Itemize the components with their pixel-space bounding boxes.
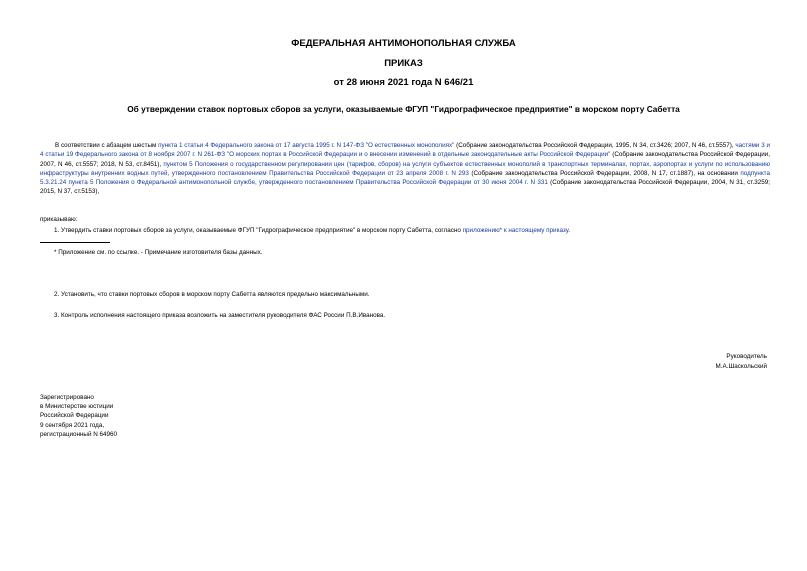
regulation-293-link[interactable]: пунктом 5 Положения о государственном регулировании цен (тарифов, сборов) на услуги субъектов естественных монополий в транспортных терминалах, портах, аэропортах и услуги по использованию инфраструктуры внутренних водных путей, утвержденного постановлением Правительства Российской Федерации от 23 апреля 2008 г. N 293 <box>40 160 770 177</box>
preamble-text: (Собрание законодательства Российской Федерации, 1995, N 34, ст.3426; 2007, N 46, ст.5557), <box>454 142 736 149</box>
item-1-end: . <box>568 227 570 234</box>
order-item-3: 3. Контроль исполнения настоящего приказа возложить на заместителя руководителя ФАС России П.В.Иванова. <box>54 312 386 319</box>
registration-line: регистрационный N 64960 <box>40 430 118 438</box>
registration-line: Зарегистрировано <box>40 394 94 401</box>
preamble-text: (Собрание законодательства Российской Федерации, 2008, N 17, ст.1887), на основании <box>468 169 741 177</box>
order-word: приказываю: <box>40 216 78 223</box>
doc-type-heading: ПРИКАЗ <box>384 58 423 69</box>
signatory-name: М.А.Шаскольский <box>715 363 767 370</box>
agency-heading: ФЕДЕРАЛЬНАЯ АНТИМОНОПОЛЬНАЯ СЛУЖБА <box>291 38 516 49</box>
footnote-divider <box>40 242 110 243</box>
registration-block <box>40 393 117 439</box>
item-1-text: 1. Утвердить ставки портовых сборов за услуги, оказываемые ФГУП "Гидрографическое предприятие" в морском порту Сабетта, согласно <box>54 227 463 234</box>
preamble-text: (Собрание законодательства Российской Федерации, 2004, N 31, ст.3259; 2015, N 37, ст.5153), <box>40 179 770 196</box>
registration-line: в Министерстве юстиции <box>40 403 114 411</box>
registration-line: 9 сентября 2021 года, <box>40 421 105 429</box>
order-item-2: 2. Установить, что ставки портовых сборов в морском порту Сабетта являются предельно максимальными. <box>54 291 370 298</box>
document-title: Об утверждении ставок портовых сборов за услуги, оказываемые ФГУП "Гидрографическое предприятие" в морском порту Сабетта <box>127 104 680 114</box>
order-item-1 <box>54 226 774 235</box>
regulation-331-link[interactable]: подпункта 5.3.21.24 пункта 5 Положения о Федеральной антимонопольной службе, утвержденного постановлением Правительства Российской Федерации от 30 июня 2004 г. N 331 <box>40 169 770 187</box>
registration-line: Российской Федерации <box>40 412 109 420</box>
date-number-heading: от 28 июня 2021 года N 646/21 <box>333 77 474 88</box>
preamble-paragraph <box>40 141 770 197</box>
law-261-link[interactable]: частями 3 и 4 статьи 19 Федерального закона от 8 ноября 2007 г. N 261-ФЗ "О морских портах в Российской Федерации и о внесении изменений в отдельные законодательные акты Российской Федерации" <box>40 142 770 159</box>
appendix-link[interactable]: приложению* к настоящему приказу <box>462 227 569 234</box>
preamble-text: (Собрание законодательства Российской Федерации, 2007, N 46, ст.5557; 2018, N 53, ст.8451), <box>40 151 770 168</box>
law-147-link[interactable]: пункта 1 статьи 4 Федерального закона от 17 августа 1995 г. N 147-ФЗ "О естественных монополиях" <box>158 142 455 149</box>
footnote: * Приложение см. по ссылке. - Примечание изготовителя базы данных. <box>54 249 263 256</box>
signatory-position: Руководитель <box>726 353 767 360</box>
preamble-text: В соответствии с абзацем шестым <box>55 142 159 149</box>
